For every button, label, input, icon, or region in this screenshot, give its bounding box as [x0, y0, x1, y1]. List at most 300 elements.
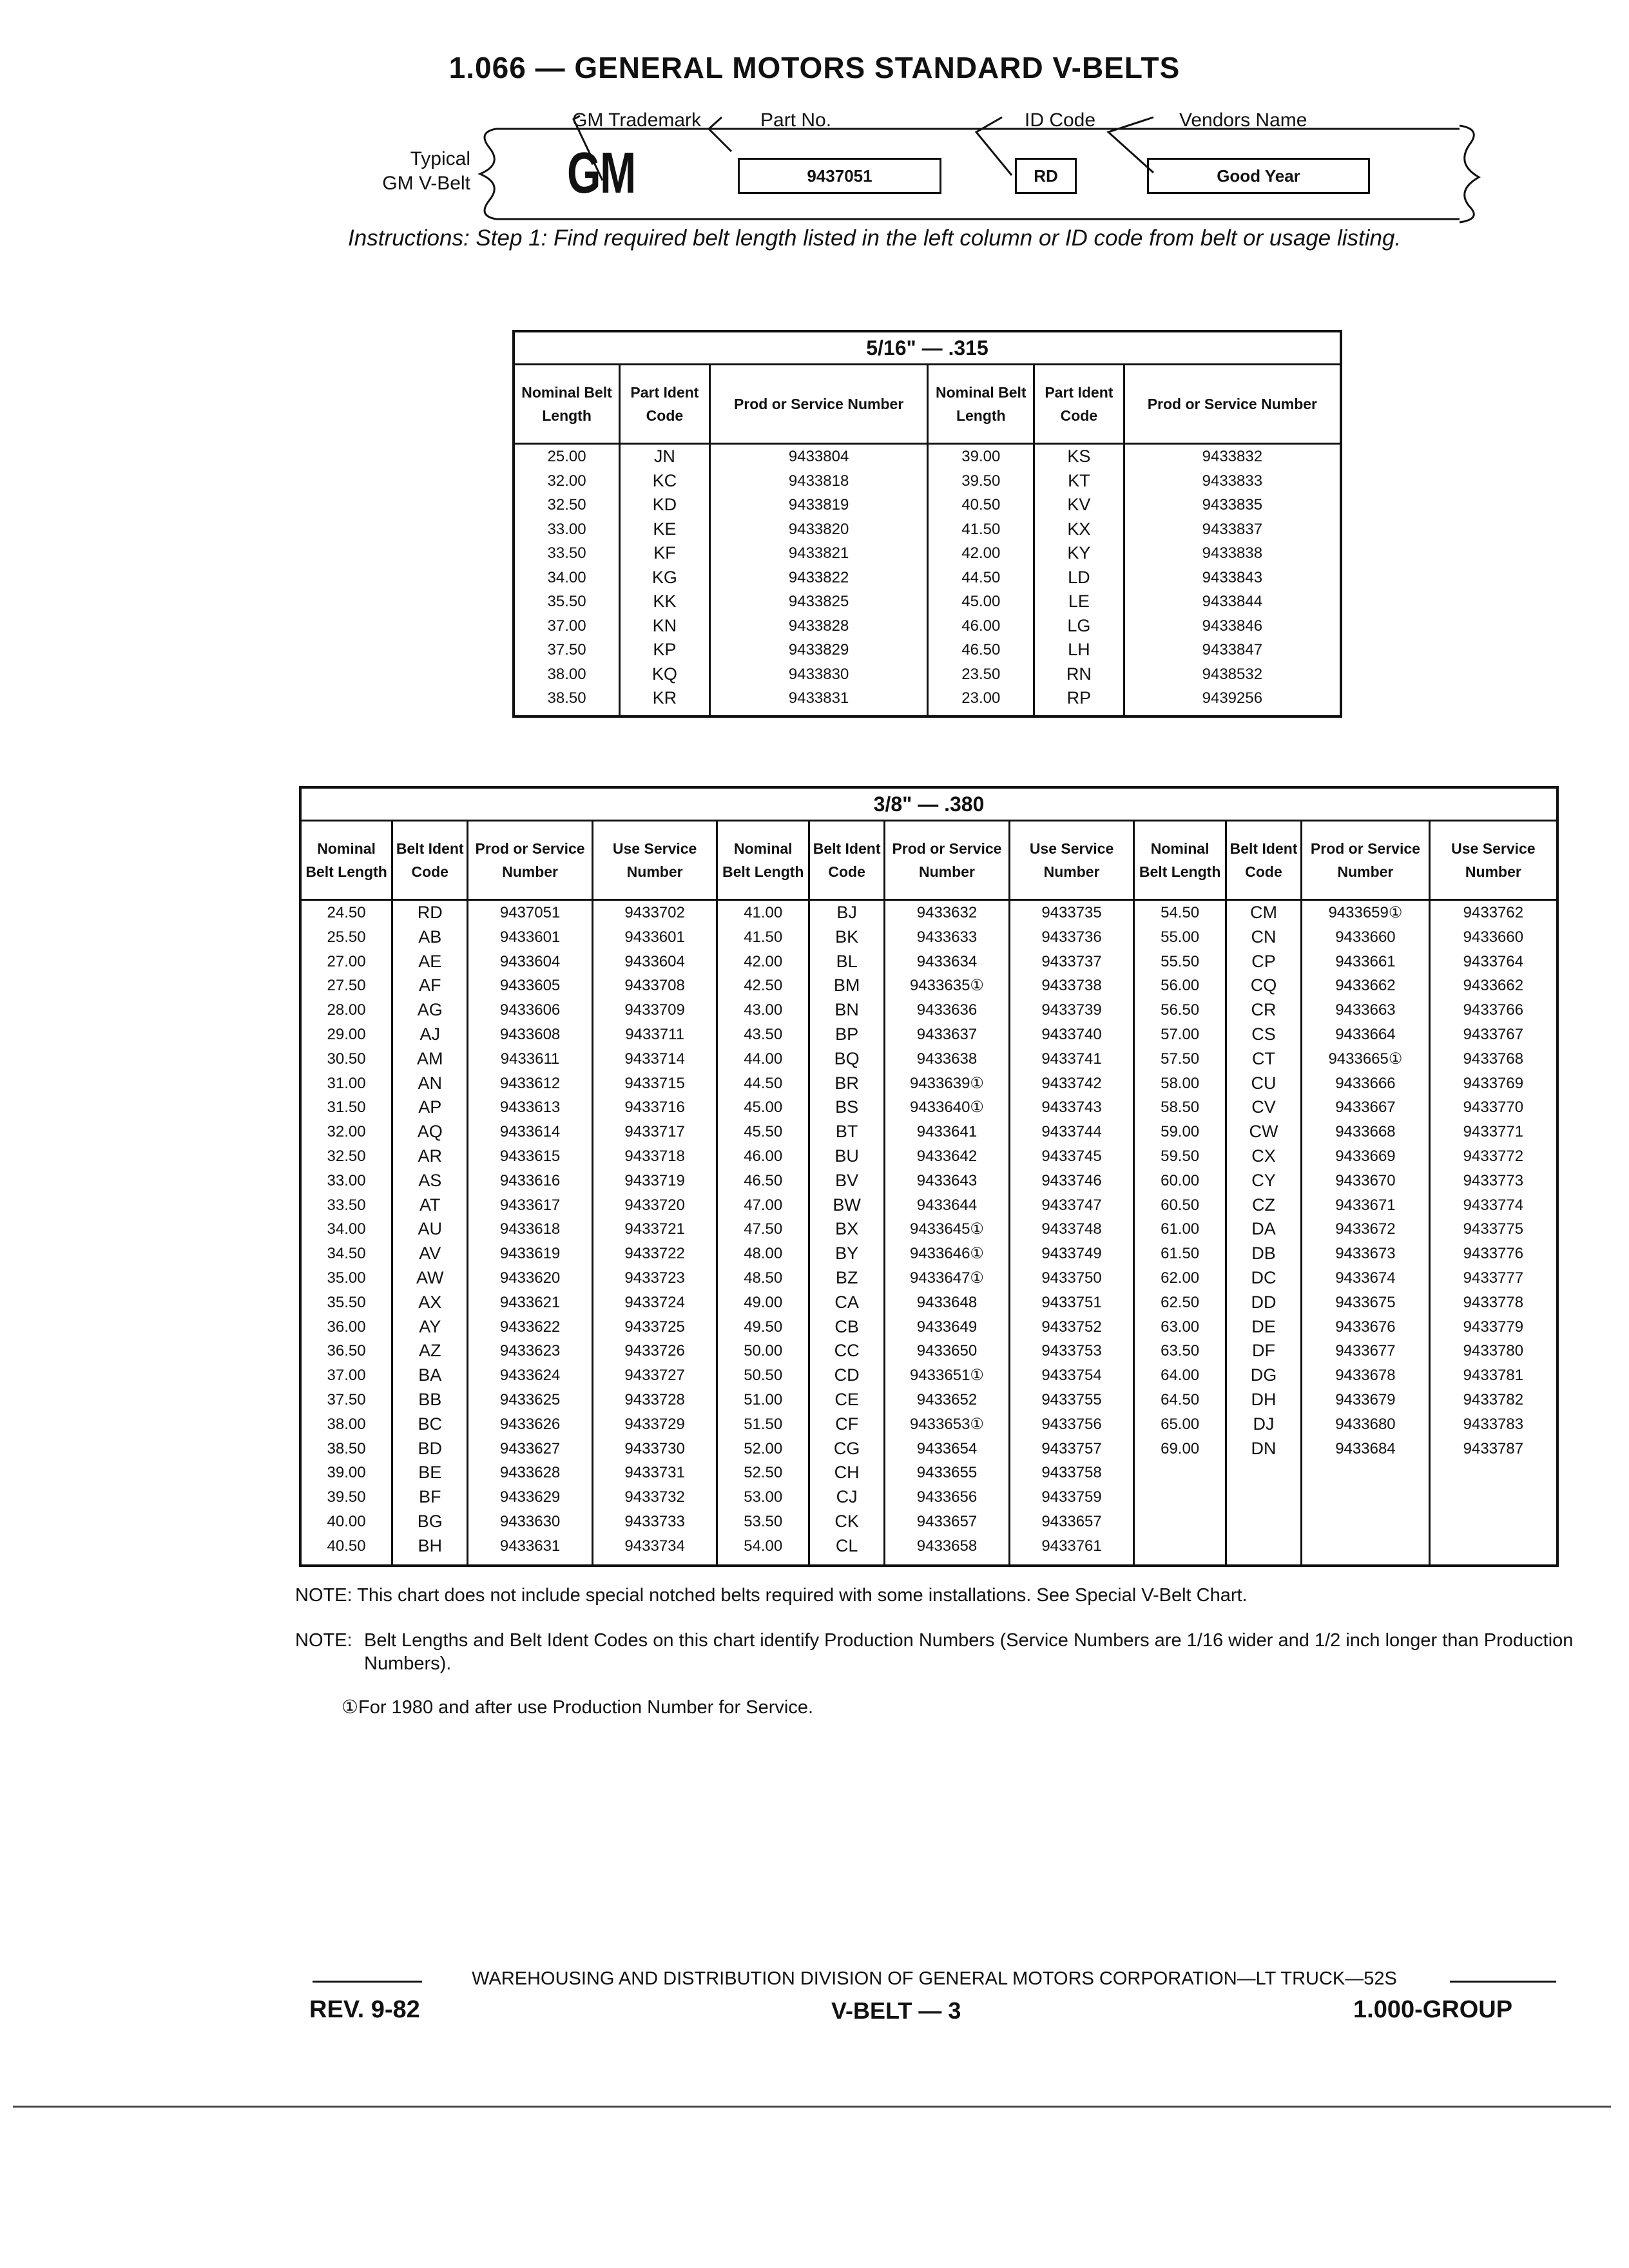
table-cell: 9433605: [499, 977, 561, 995]
table-cell: 9433642: [916, 1147, 978, 1165]
table-cell: 9433743: [1041, 1099, 1102, 1117]
table-cell: CP: [1251, 951, 1276, 971]
table-cell: 53.00: [744, 1488, 783, 1506]
column-header: Nominal Belt Length: [928, 365, 1034, 444]
table-cell: 9433729: [624, 1415, 685, 1433]
table-cell: AX: [418, 1292, 442, 1312]
table-cell: 29.00: [327, 1025, 366, 1043]
table-cell: 9433606: [499, 1001, 561, 1019]
table-cell: 37.00: [547, 617, 586, 635]
group-label: 1.000-GROUP: [1353, 1996, 1513, 2023]
table-cell: BN: [834, 1000, 859, 1020]
prod-number-column: [1302, 900, 1430, 1566]
gm-trademark-label: GM Trademark: [572, 110, 702, 131]
table-cell: 9433818: [788, 472, 849, 490]
table-cell: 42.50: [744, 977, 783, 995]
table-cell: 9433708: [624, 977, 685, 995]
table-cell: 27.50: [327, 977, 366, 995]
table-cell: AJ: [419, 1024, 440, 1044]
table-cell: 35.50: [327, 1293, 366, 1311]
table-cell: 9433654: [916, 1439, 978, 1457]
table-cell: 9433673: [1335, 1245, 1396, 1263]
length-column: [514, 444, 620, 717]
table-cell: 9433663: [1335, 1001, 1396, 1019]
table-cell: 32.00: [547, 472, 586, 490]
table-cell: AS: [418, 1170, 442, 1190]
table-cell: 9433746: [1041, 1171, 1102, 1189]
table-cell: 9433644: [916, 1196, 978, 1214]
table-cell: 9433627: [499, 1439, 561, 1457]
table-cell: 9433737: [1041, 952, 1102, 970]
table-cell: 24.50: [327, 904, 366, 921]
table-cell: 59.50: [1161, 1147, 1200, 1165]
table-cell: CG: [833, 1438, 860, 1458]
table-cell: 9433759: [1041, 1488, 1102, 1506]
table-cell: 9433660: [1463, 928, 1524, 946]
table-cell: DB: [1251, 1244, 1276, 1264]
table-cell: 9433783: [1463, 1415, 1524, 1433]
table-cell: BX: [835, 1219, 859, 1239]
table-cell: 9433656: [916, 1488, 978, 1506]
table-cell: CL: [835, 1535, 858, 1555]
table-cell: CZ: [1252, 1195, 1276, 1215]
table-cell: CK: [834, 1511, 859, 1531]
table-cell: BB: [418, 1389, 442, 1409]
table-cell: 9433714: [624, 1050, 685, 1068]
table-cell: KV: [1067, 495, 1091, 514]
table-cell: 9433725: [624, 1318, 685, 1336]
column-header: Use Service Number: [1429, 821, 1557, 900]
table-cell: 48.50: [744, 1269, 783, 1287]
table-cell: LE: [1068, 591, 1090, 611]
table-cell: 52.50: [744, 1464, 783, 1482]
table-cell: 44.50: [744, 1074, 783, 1092]
table-cell: DE: [1251, 1316, 1276, 1336]
table-cell: 40.50: [961, 496, 1001, 514]
table-cell: 38.00: [547, 665, 586, 683]
column-header: Part Ident Code: [1034, 365, 1124, 444]
table-cell: 38.50: [327, 1439, 366, 1457]
table-cell: 41.50: [961, 520, 1001, 538]
table-cell: 9433740: [1041, 1025, 1102, 1043]
page-number: V-BELT — 3: [831, 1997, 961, 2024]
table-cell: DA: [1251, 1219, 1276, 1239]
note-2-label: NOTE:: [295, 1630, 352, 1651]
table-cell: 9433646①: [909, 1245, 984, 1263]
table-cell: DN: [1251, 1438, 1277, 1458]
code-column: [620, 444, 710, 717]
table-cell: 9433833: [1202, 472, 1263, 490]
instructions: Instructions: Step 1: Find required belt length listed in the left column or ID code from belt or usage listing.: [348, 226, 1402, 251]
table-cell: 9433771: [1463, 1123, 1524, 1141]
table-cell: 9433772: [1463, 1147, 1524, 1165]
table-cell: RN: [1066, 664, 1092, 684]
table-cell: 9433647①: [909, 1269, 984, 1287]
table-cell: 9433667: [1335, 1099, 1396, 1117]
column-header: Belt Ident Code: [392, 821, 468, 900]
table-cell: 9433622: [499, 1318, 561, 1336]
table-cell: 9433669: [1335, 1147, 1396, 1165]
table-cell: 9433753: [1041, 1342, 1102, 1360]
table-cell: 41.50: [744, 928, 783, 946]
table-cell: 63.50: [1161, 1342, 1200, 1360]
table-cell: 57.50: [1161, 1050, 1200, 1068]
table-cell: 44.00: [744, 1050, 783, 1068]
table-cell: 55.00: [1161, 928, 1200, 946]
table-cell: BJ: [836, 903, 857, 922]
footer-division-line: WAREHOUSING AND DISTRIBUTION DIVISION OF GENERAL MOTORS CORPORATION—LT TRUCK—52S: [472, 1968, 1397, 1989]
table-cell: CH: [834, 1463, 860, 1483]
table-cell: 42.00: [961, 544, 1001, 562]
table-cell: 9433781: [1463, 1367, 1524, 1385]
table-cell: 49.00: [744, 1293, 783, 1311]
table-cell: KF: [653, 543, 676, 562]
table-cell: 33.00: [327, 1171, 366, 1189]
table-cell: 38.50: [547, 689, 586, 707]
table-cell: 30.50: [327, 1050, 366, 1068]
table-cell: 9433754: [1041, 1367, 1102, 1385]
table-cell: BU: [834, 1146, 859, 1166]
bottom-rule: [13, 2106, 1611, 2108]
table-cell: 9433719: [624, 1171, 685, 1189]
table-cell: 37.50: [547, 641, 586, 658]
table-cell: CY: [1251, 1170, 1276, 1190]
table-cell: AB: [418, 927, 442, 947]
table-cell: AG: [417, 1000, 443, 1020]
table-cell: CR: [1251, 1000, 1277, 1020]
table-cell: CX: [1251, 1146, 1276, 1166]
table-cell: 9433819: [788, 496, 849, 514]
table-cell: 45.50: [744, 1123, 783, 1141]
table-cell: 9433831: [788, 689, 849, 707]
prod-number-column: [885, 900, 1010, 1566]
table-cell: 60.50: [1161, 1196, 1200, 1214]
table-cell: 32.50: [327, 1147, 366, 1165]
table-cell: KD: [652, 495, 677, 514]
note-2: Belt Lengths and Belt Ident Codes on this chart identify Production Numbers (Service Numbers are 1/16 wider and 1/2 inch longer than Production Numbers).: [364, 1630, 1574, 1674]
table-cell: BS: [835, 1097, 859, 1117]
table-cell: 41.00: [744, 904, 783, 921]
table-cell: 34.50: [327, 1245, 366, 1263]
table-cell: DJ: [1253, 1414, 1275, 1434]
table-cell: 9433727: [624, 1367, 685, 1385]
table-cell: KK: [653, 591, 677, 611]
table-cell: 9433678: [1335, 1367, 1396, 1385]
table-cell: CJ: [836, 1487, 858, 1507]
table-cell: 9433614: [499, 1123, 561, 1141]
table-cell: BH: [418, 1535, 442, 1555]
table-cell: AQ: [417, 1122, 443, 1142]
table-cell: 9433662: [1463, 977, 1524, 995]
table-cell: 9433846: [1202, 617, 1263, 635]
table-cell: 9433741: [1041, 1050, 1102, 1068]
table-cell: 9433653①: [909, 1415, 984, 1433]
table-cell: 9433612: [499, 1074, 561, 1092]
table-3-8: [299, 786, 1559, 1567]
table-cell: DD: [1251, 1292, 1277, 1312]
column-header: Prod or Service Number: [1302, 821, 1430, 900]
table-cell: BF: [418, 1487, 441, 1507]
table-cell: AZ: [418, 1341, 441, 1361]
table-cell: 28.00: [327, 1001, 366, 1019]
table-cell: 9433722: [624, 1245, 685, 1263]
table-cell: 9433766: [1463, 1001, 1524, 1019]
table-cell: 9433715: [624, 1074, 685, 1092]
number-column: [1124, 444, 1341, 717]
table-cell: 9433615: [499, 1147, 561, 1165]
table-cell: 9433761: [1041, 1537, 1102, 1555]
table-cell: 9433661: [1335, 952, 1396, 970]
table-cell: 43.50: [744, 1025, 783, 1043]
table-cell: 23.50: [961, 665, 1001, 683]
table-cell: 9433825: [788, 593, 849, 610]
table-cell: AN: [418, 1073, 442, 1093]
table-cell: CN: [1251, 927, 1277, 947]
use-number-column: [592, 900, 717, 1566]
table-cell: 33.50: [327, 1196, 366, 1214]
table-cell: 51.50: [744, 1415, 783, 1433]
table-cell: 9433847: [1202, 641, 1263, 658]
table-cell: 9433664: [1335, 1025, 1396, 1043]
table-cell: 38.00: [327, 1415, 366, 1433]
length-column: [928, 444, 1034, 717]
table-cell: 9433677: [1335, 1342, 1396, 1360]
table-cell: CC: [834, 1341, 860, 1361]
table-cell: 9433665①: [1328, 1050, 1403, 1068]
table-cell: 9433747: [1041, 1196, 1102, 1214]
id-code-label: ID Code: [1025, 110, 1096, 131]
table-cell: 9433744: [1041, 1123, 1102, 1141]
table-cell: 9433655: [916, 1464, 978, 1482]
table-cell: 9433684: [1335, 1439, 1396, 1457]
table-cell: 9433757: [1041, 1439, 1102, 1457]
length-column: [1134, 900, 1226, 1566]
table-cell: DF: [1252, 1341, 1276, 1361]
table-cell: 9433828: [788, 617, 849, 635]
table-cell: 9433822: [788, 568, 849, 586]
column-header: Use Service Number: [592, 821, 717, 900]
table-cell: 9433617: [499, 1196, 561, 1214]
table-cell: 36.50: [327, 1342, 366, 1360]
table-cell: 9433652: [916, 1390, 978, 1408]
table-cell: 9433780: [1463, 1342, 1524, 1360]
table-cell: KX: [1067, 519, 1091, 539]
table-cell: AE: [418, 951, 442, 971]
table-cell: AR: [418, 1146, 442, 1166]
gm-logo: GM: [567, 141, 635, 206]
table-cell: 9433768: [1463, 1050, 1524, 1068]
table-cell: 9433752: [1041, 1318, 1102, 1336]
table-cell: RD: [417, 903, 443, 922]
table-cell: KR: [652, 688, 677, 707]
table-cell: 9433625: [499, 1390, 561, 1408]
typical-label: Typical: [410, 148, 470, 169]
table-cell: 9433636: [916, 1001, 978, 1019]
table-cell: CW: [1249, 1122, 1278, 1142]
table-cell: 9433778: [1463, 1293, 1524, 1311]
use-number-column: [1429, 900, 1557, 1566]
table-cell: 9433724: [624, 1293, 685, 1311]
table-cell: DG: [1250, 1365, 1277, 1385]
table-cell: CA: [834, 1292, 859, 1312]
table-cell: 9433662: [1335, 977, 1396, 995]
table-cell: 9433702: [624, 904, 685, 921]
table-cell: 46.00: [961, 617, 1001, 635]
column-header: Belt Ident Code: [1226, 821, 1301, 900]
table-cell: 31.50: [327, 1099, 366, 1117]
number-column: [709, 444, 928, 717]
table-cell: 9433731: [624, 1464, 685, 1482]
code-column: [392, 900, 468, 1566]
table-cell: 9433764: [1463, 952, 1524, 970]
table-cell: 58.50: [1161, 1099, 1200, 1117]
table-cell: 9433756: [1041, 1415, 1102, 1433]
table-cell: CQ: [1250, 975, 1277, 995]
table-cell: 59.00: [1161, 1123, 1200, 1141]
table-cell: 9433601: [624, 928, 685, 946]
table-cell: 9433620: [499, 1269, 561, 1287]
column-header: Use Service Number: [1009, 821, 1134, 900]
table-cell: 9433680: [1335, 1415, 1396, 1433]
table-cell: 9433717: [624, 1123, 685, 1141]
table-cell: 9433769: [1463, 1074, 1524, 1092]
revision-label: REV. 9-82: [309, 1996, 420, 2023]
table-cell: 9433638: [916, 1050, 978, 1068]
table-cell: 9439256: [1202, 689, 1263, 707]
table-cell: 9433660: [1335, 928, 1396, 946]
table-cell: BP: [835, 1024, 859, 1044]
table-cell: 9433773: [1463, 1171, 1524, 1189]
table-cell: 51.00: [744, 1390, 783, 1408]
typical-label-block: [361, 147, 470, 196]
table-cell: AM: [416, 1048, 443, 1068]
table-cell: 62.50: [1161, 1293, 1200, 1311]
table-cell: 9433616: [499, 1171, 561, 1189]
table-caption: 5/16" — .315: [514, 331, 1341, 365]
table-cell: CD: [834, 1365, 860, 1385]
table-cell: 9433762: [1463, 904, 1524, 921]
table-cell: 9433670: [1335, 1171, 1396, 1189]
table-cell: 9433679: [1335, 1390, 1396, 1408]
table-cell: 47.00: [744, 1196, 783, 1214]
table-cell: 9433782: [1463, 1390, 1524, 1408]
table-cell: 46.00: [744, 1147, 783, 1165]
table-cell: KS: [1067, 447, 1091, 466]
table-cell: 9433755: [1041, 1390, 1102, 1408]
table-cell: 9433601: [499, 928, 561, 946]
table-cell: 27.00: [327, 952, 366, 970]
column-header: Nominal Belt Length: [514, 365, 620, 444]
table-cell: 23.00: [961, 689, 1001, 707]
table-cell: 48.00: [744, 1245, 783, 1263]
table-cell: 9433671: [1335, 1196, 1396, 1214]
table-cell: 40.00: [327, 1512, 366, 1530]
table-cell: CM: [1250, 903, 1278, 922]
table-cell: KP: [653, 640, 677, 659]
note-1: NOTE: This chart does not include special notched belts required with some installations. See Special V-Belt Chart.: [295, 1585, 1248, 1606]
column-header: Part Ident Code: [620, 365, 710, 444]
table-cell: 32.00: [327, 1123, 366, 1141]
table-cell: 63.00: [1161, 1318, 1200, 1336]
table-cell: 9433659①: [1328, 904, 1403, 921]
table-cell: BA: [418, 1365, 442, 1385]
column-header: Nominal Belt Length: [717, 821, 809, 900]
table-cell: 9433726: [624, 1342, 685, 1360]
table-cell: 39.00: [327, 1464, 366, 1482]
use-number-column: [1009, 900, 1134, 1566]
table-cell: BG: [417, 1511, 443, 1531]
table-cell: 61.50: [1161, 1245, 1200, 1263]
table-cell: 39.50: [961, 472, 1001, 490]
table-cell: BK: [835, 927, 859, 947]
table-cell: 9433629: [499, 1488, 561, 1506]
table-cell: RP: [1066, 688, 1092, 707]
table-cell: BC: [418, 1414, 442, 1434]
table-cell: 9433709: [624, 1001, 685, 1019]
table-cell: 47.50: [744, 1220, 783, 1238]
table-cell: 9433716: [624, 1099, 685, 1117]
table-cell: 9433767: [1463, 1025, 1524, 1043]
footnote: ①For 1980 and after use Production Number for Service.: [342, 1697, 814, 1718]
table-cell: 9433624: [499, 1367, 561, 1385]
table-cell: 9433613: [499, 1099, 561, 1117]
table-cell: 55.50: [1161, 952, 1200, 970]
table-cell: 9433657: [1041, 1512, 1102, 1530]
table-cell: CF: [835, 1414, 859, 1434]
table-cell: 43.00: [744, 1001, 783, 1019]
table-cell: 62.00: [1161, 1269, 1200, 1287]
table-cell: KG: [651, 567, 677, 587]
table-cell: 58.00: [1161, 1074, 1200, 1092]
table-cell: 64.50: [1161, 1390, 1200, 1408]
table-cell: 9433621: [499, 1293, 561, 1311]
part-no-box: 9437051: [738, 158, 941, 194]
table-cell: 9433775: [1463, 1220, 1524, 1238]
table-cell: 45.00: [744, 1099, 783, 1117]
table-cell: 9433739: [1041, 1001, 1102, 1019]
table-cell: 9433658: [916, 1537, 978, 1555]
table-cell: CS: [1251, 1024, 1276, 1044]
table-cell: 39.50: [327, 1488, 366, 1506]
table-cell: 35.00: [327, 1269, 366, 1287]
table-cell: 45.00: [961, 593, 1001, 610]
table-cell: 9433668: [1335, 1123, 1396, 1141]
table-cell: BT: [835, 1122, 858, 1142]
table-cell: 9433634: [916, 952, 978, 970]
table-cell: 34.00: [547, 568, 586, 586]
table-cell: 9433837: [1202, 520, 1263, 538]
table-cell: 9433742: [1041, 1074, 1102, 1092]
table-cell: AU: [418, 1219, 442, 1239]
table-cell: 9433619: [499, 1245, 561, 1263]
table-cell: 9433735: [1041, 904, 1102, 921]
table-cell: 9433608: [499, 1025, 561, 1043]
table-cell: 56.00: [1161, 977, 1200, 995]
table-cell: KY: [1067, 543, 1091, 562]
table-cell: BD: [418, 1438, 442, 1458]
table-cell: 9433711: [625, 1025, 684, 1043]
table-cell: KN: [652, 615, 677, 635]
table-cell: CV: [1251, 1097, 1276, 1117]
table-cell: 9433639①: [909, 1074, 984, 1092]
table-cell: 9433650: [916, 1342, 978, 1360]
table-cell: 9433776: [1463, 1245, 1524, 1263]
table-cell: CB: [834, 1316, 859, 1336]
table-cell: 40.50: [327, 1537, 366, 1555]
table-cell: 9433749: [1041, 1245, 1102, 1263]
table-cell: AV: [419, 1244, 441, 1264]
table-cell: 9433750: [1041, 1269, 1102, 1287]
